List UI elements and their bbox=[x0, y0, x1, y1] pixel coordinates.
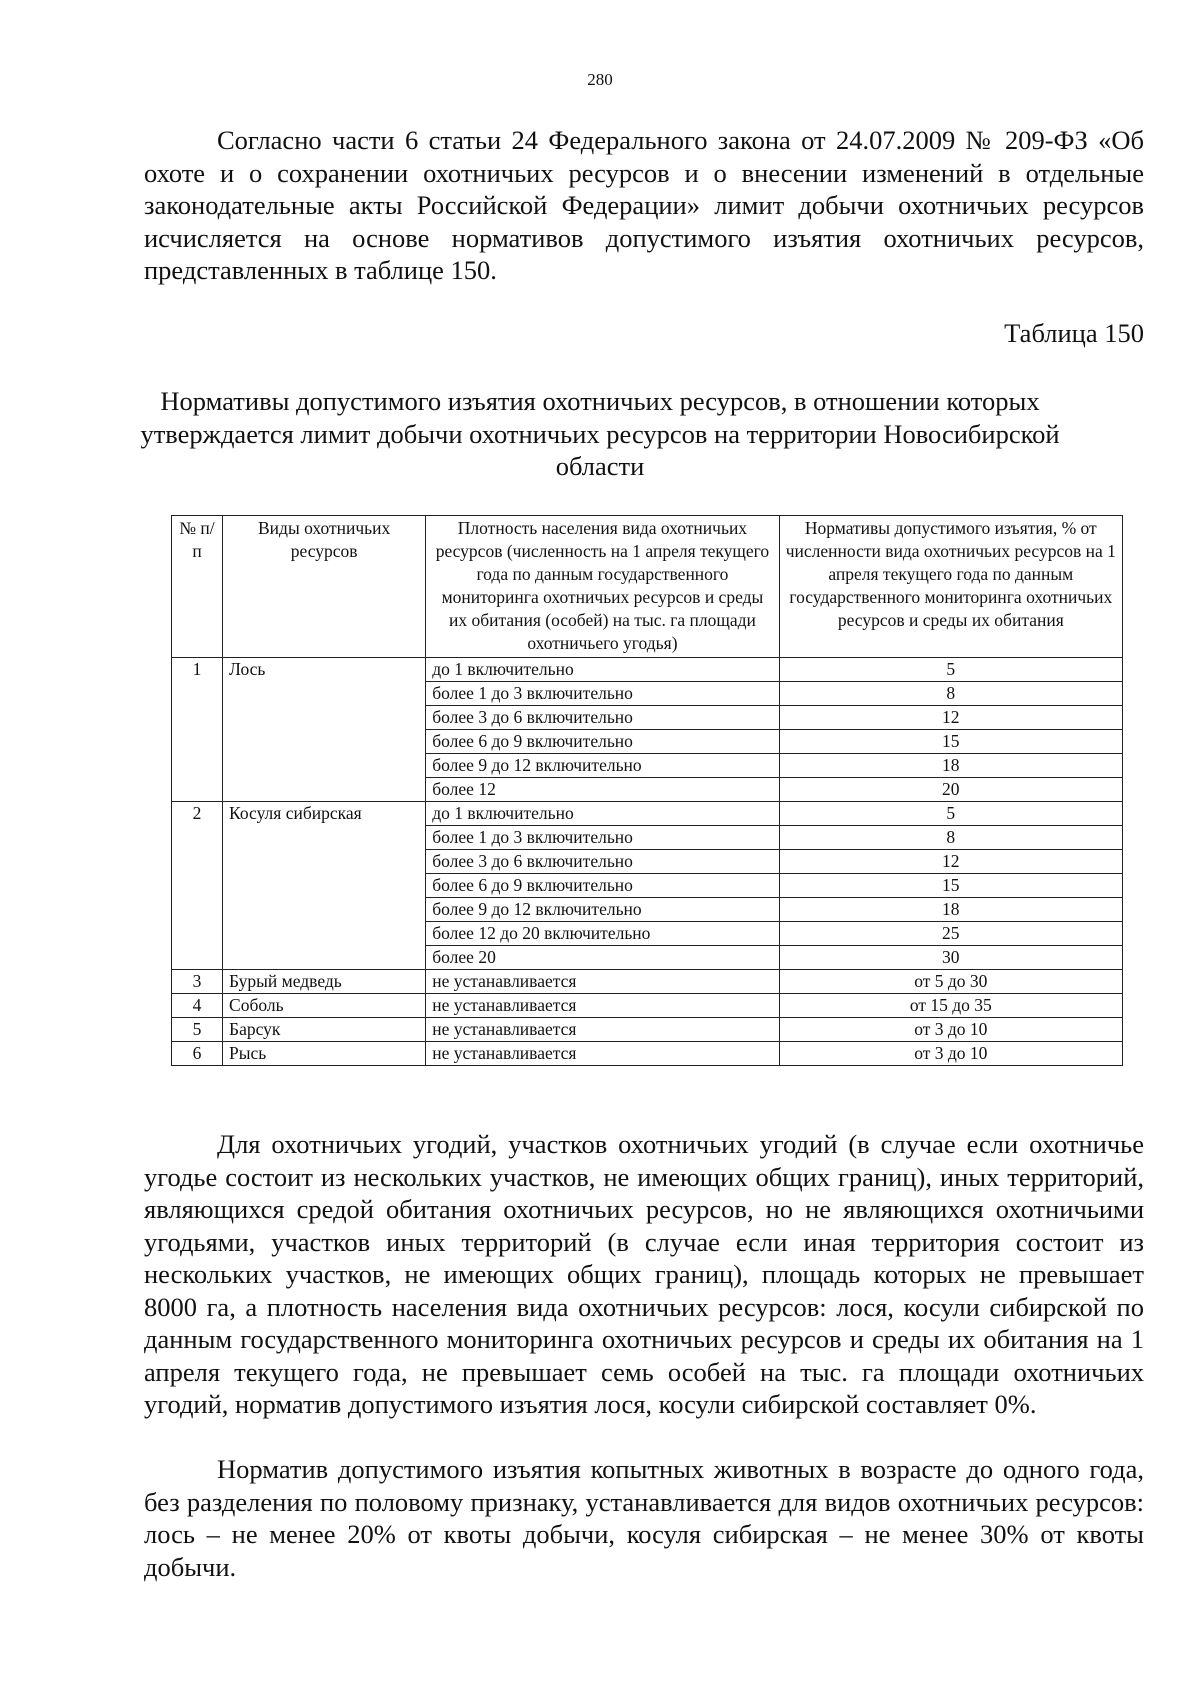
cell-density: более 6 до 9 включительно bbox=[426, 874, 779, 898]
table-row bbox=[172, 1042, 1123, 1066]
cell-density: до 1 включительно bbox=[426, 658, 779, 682]
cell-species: Косуля сибирская bbox=[223, 802, 426, 970]
cell-norm: от 3 до 10 bbox=[779, 1018, 1122, 1042]
cell-density: более 3 до 6 включительно bbox=[426, 706, 779, 730]
cell-num: 4 bbox=[172, 994, 223, 1018]
table-row bbox=[172, 970, 1123, 994]
header-species: Виды охотничьих ресурсов bbox=[223, 516, 426, 658]
cell-density: более 20 bbox=[426, 946, 779, 970]
cell-norm: 20 bbox=[779, 778, 1122, 802]
cell-species: Бурый медведь bbox=[223, 970, 426, 994]
cell-norm: 30 bbox=[779, 946, 1122, 970]
cell-num: 5 bbox=[172, 1018, 223, 1042]
cell-density: не устанавливается bbox=[426, 970, 779, 994]
cell-norm: от 15 до 35 bbox=[779, 994, 1122, 1018]
paragraph-2: Для охотничьих угодий, участков охотничьих угодий (в случае если охотничье угодье состоит из нескольких участков, не имеющих общих границ), иных территорий, являющихся средой обитания охотничьих ресурсов, но не являющихся охотничьими угодьями, участков иных территорий (в случае если иная территория состоит из нескольких участков, не имеющих общих границ), площадь которых не превышает 8000 га, а плотность населения вида охотничьих ресурсов: лося, косули сибирской по данным государственного мониторинга охотничьих ресурсов и среды их обитания на 1 апреля текущего года, не превышает семь особей на тыс. га площади охотничьих угодий, норматив допустимого изъятия лося, косули сибирской составляет 0%. bbox=[144, 1129, 1144, 1419]
cell-norm: 12 bbox=[779, 850, 1122, 874]
page-number: 280 bbox=[587, 70, 613, 89]
cell-norm: 25 bbox=[779, 922, 1122, 946]
cell-num: 1 bbox=[172, 658, 223, 802]
paragraph-3: Норматив допустимого изъятия копытных животных в возрасте до одного года, без разделения по половому признаку, устанавливается для видов охотничьих ресурсов: лось – не менее 20% от квоты добычи, косуля сибирская – не менее 30% от квоты добычи. bbox=[144, 1454, 1144, 1582]
header-density: Плотность населения вида охотничьих ресурсов (численность на 1 апреля текущего года по данным государственного мониторинга охотничьих ресурсов и среды их обитания (особей) на тыс. га площади охотничьего угодья) bbox=[426, 516, 779, 658]
table-header-row bbox=[172, 516, 1123, 658]
cell-density: не устанавливается bbox=[426, 1018, 779, 1042]
cell-norm: 18 bbox=[779, 898, 1122, 922]
intro-paragraph: Согласно части 6 статьи 24 Федерального закона от 24.07.2009 № 209-ФЗ «Об охоте и о сохранении охотничьих ресурсов и о внесении изменений в отдельные законодательные акты Российской Федерации» лимит добычи охотничьих ресурсов исчисляется на основе нормативов допустимого изъятия охотничьих ресурсов, представленных в таблице 150. bbox=[144, 125, 1144, 285]
table-body bbox=[172, 658, 1123, 1066]
cell-norm: 18 bbox=[779, 754, 1122, 778]
table-row bbox=[172, 658, 1123, 682]
cell-num: 3 bbox=[172, 970, 223, 994]
cell-norm: 12 bbox=[779, 706, 1122, 730]
cell-norm: от 3 до 10 bbox=[779, 1042, 1122, 1066]
cell-num: 6 bbox=[172, 1042, 223, 1066]
cell-density: не устанавливается bbox=[426, 994, 779, 1018]
table-row bbox=[172, 802, 1123, 826]
cell-norm: 15 bbox=[779, 730, 1122, 754]
cell-density: более 3 до 6 включительно bbox=[426, 850, 779, 874]
cell-density: более 12 bbox=[426, 778, 779, 802]
cell-density: более 12 до 20 включительно bbox=[426, 922, 779, 946]
cell-density: до 1 включительно bbox=[426, 802, 779, 826]
cell-species: Рысь bbox=[223, 1042, 426, 1066]
norms-table bbox=[171, 515, 1123, 1066]
cell-norm: 8 bbox=[779, 826, 1122, 850]
cell-norm: 5 bbox=[779, 802, 1122, 826]
cell-norm: от 5 до 30 bbox=[779, 970, 1122, 994]
cell-norm: 15 bbox=[779, 874, 1122, 898]
cell-density: более 9 до 12 включительно bbox=[426, 898, 779, 922]
header-norm: Нормативы допустимого изъятия, % от численности вида охотничьих ресурсов на 1 апреля текущего года по данным государственного мониторинга охотничьих ресурсов и среды их обитания bbox=[779, 516, 1122, 658]
cell-species: Барсук bbox=[223, 1018, 426, 1042]
cell-species: Соболь bbox=[223, 994, 426, 1018]
header-num: № п/п bbox=[172, 516, 223, 658]
cell-num: 2 bbox=[172, 802, 223, 970]
cell-density: не устанавливается bbox=[426, 1042, 779, 1066]
cell-density: более 1 до 3 включительно bbox=[426, 826, 779, 850]
cell-norm: 8 bbox=[779, 682, 1122, 706]
table-row bbox=[172, 994, 1123, 1018]
cell-norm: 5 bbox=[779, 658, 1122, 682]
table-title: Нормативы допустимого изъятия охотничьих ресурсов, в отношении которых утверждается лимит добычи охотничьих ресурсов на территории Новосибирской области bbox=[140, 386, 1060, 481]
cell-density: более 1 до 3 включительно bbox=[426, 682, 779, 706]
table-label: Таблица 150 bbox=[1004, 318, 1144, 348]
cell-species: Лось bbox=[223, 658, 426, 802]
cell-density: более 9 до 12 включительно bbox=[426, 754, 779, 778]
table-row bbox=[172, 1018, 1123, 1042]
cell-density: более 6 до 9 включительно bbox=[426, 730, 779, 754]
